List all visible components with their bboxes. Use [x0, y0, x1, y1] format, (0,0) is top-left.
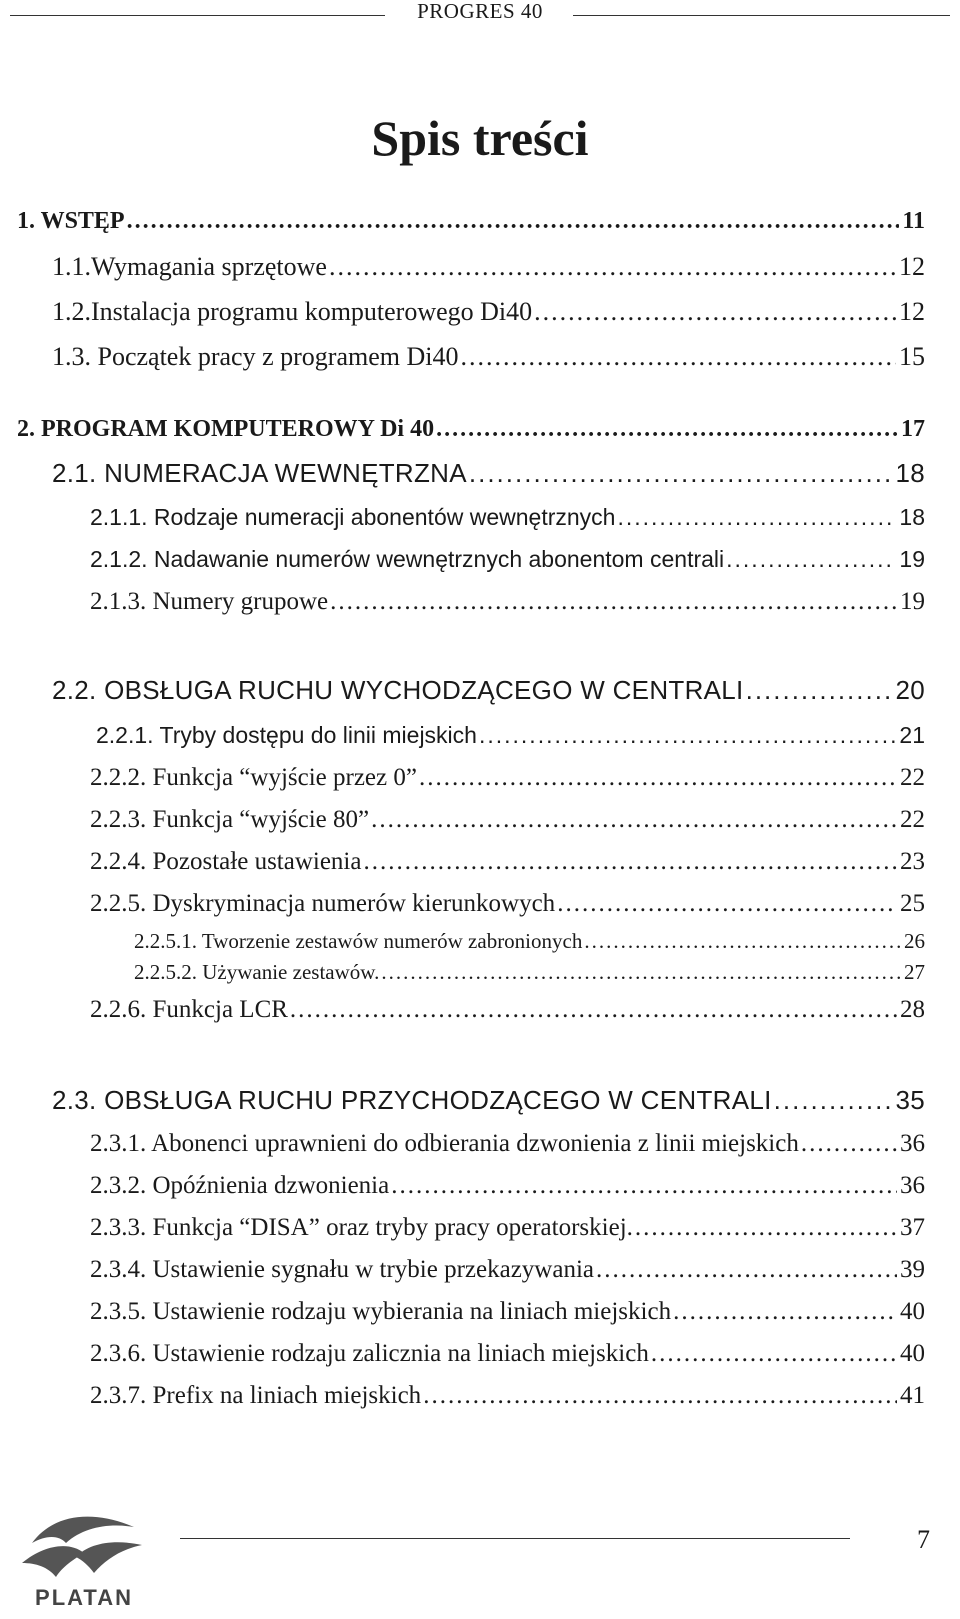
toc-entry-page: 18	[895, 458, 925, 488]
toc-entry-label: 2.1.3. Numery grupowe	[90, 588, 329, 615]
toc-leader-dots	[371, 806, 897, 834]
toc-entry-page: 22	[900, 806, 925, 833]
toc-leader-dots	[557, 890, 897, 918]
toc-leader-dots	[391, 1172, 897, 1200]
toc-leader-dots	[801, 1130, 897, 1158]
toc-entry	[90, 1214, 925, 1242]
toc-entry-label: 2.3.4. Ustawienie sygnału w trybie przekazywania	[90, 1256, 595, 1283]
toc-leader-dots	[746, 675, 893, 706]
toc-entry	[90, 1382, 925, 1410]
toc-entry-label: 2.2.3. Funkcja “wyjście 80”	[90, 806, 370, 833]
toc-entry-page: 36	[900, 1172, 925, 1199]
toc-leader-dots	[423, 1382, 897, 1410]
toc-entry-label: 2.3.7. Prefix na liniach miejskich	[90, 1382, 422, 1409]
toc-leader-dots	[635, 1214, 897, 1242]
toc-leader-dots	[290, 996, 897, 1024]
page-title: Spis treści	[371, 110, 589, 166]
page-header	[0, 0, 960, 28]
toc-entry-label: 2.2. OBSŁUGA RUCHU WYCHODZĄCEGO W CENTRALI	[52, 675, 744, 705]
toc-leader-dots	[363, 848, 897, 876]
toc-entry-page: 12	[899, 297, 925, 326]
toc-entry	[90, 890, 925, 918]
toc-leader-dots	[651, 1340, 897, 1368]
toc-entry-page: 21	[899, 722, 925, 748]
toc-leader-dots	[127, 208, 900, 235]
toc-leader-dots	[460, 342, 896, 372]
toc-entry	[52, 297, 925, 327]
toc-entry-page: 40	[900, 1340, 925, 1367]
toc-leader-dots	[774, 1085, 893, 1116]
toc-leader-dots	[330, 588, 897, 616]
platan-logo	[14, 1505, 154, 1610]
toc-entry-label: 2. PROGRAM KOMPUTEROWY Di 40	[17, 416, 435, 442]
toc-entry-page: 15	[899, 342, 925, 371]
toc-entry	[90, 1256, 925, 1284]
toc-entry-label: 2.3.6. Ustawienie rodzaju zalicznia na liniach miejskich	[90, 1340, 649, 1367]
toc-entry-label: 2.3.5. Ustawienie rodzaju wybierania na liniach miejskich	[90, 1298, 672, 1325]
running-title: PROGRES 40	[417, 0, 543, 23]
toc-entry-label: 2.1.2. Nadawanie numerów wewnętrznych abonentom centrali	[90, 546, 725, 572]
toc-entry	[52, 342, 925, 372]
toc-entry	[90, 806, 925, 834]
toc-leader-dots	[596, 1256, 897, 1284]
toc-entry	[90, 1298, 925, 1326]
toc-entry-page: 19	[900, 588, 925, 615]
footer-rule	[180, 1538, 850, 1539]
toc-entry	[52, 1085, 925, 1116]
toc-entry-label: 2.3. OBSŁUGA RUCHU PRZYCHODZĄCEGO W CENTRALI	[52, 1085, 772, 1115]
toc-entry-label: 1.2.Instalacja programu komputerowego Di40	[52, 297, 533, 326]
toc-entry-label: 2.2.4. Pozostałe ustawienia	[90, 848, 362, 875]
toc-leader-dots	[584, 929, 901, 954]
toc-entry-page: 12	[899, 252, 925, 281]
toc-entry	[52, 675, 925, 706]
header-rule-right	[573, 15, 950, 16]
toc-entry-page: 22	[900, 764, 925, 791]
toc-entry	[90, 848, 925, 876]
toc-leader-dots	[329, 252, 896, 282]
toc-entry-label: 2.2.2. Funkcja “wyjście przez 0”	[90, 764, 417, 791]
toc-entry-page: 41	[900, 1382, 925, 1409]
toc-entry-label: 2.3.1. Abonenci uprawnieni do odbierania dzwonienia z linii miejskich	[90, 1130, 799, 1157]
toc-entry-page: 17	[901, 416, 925, 442]
toc-entry	[90, 588, 925, 616]
toc-entry-page: 19	[899, 546, 925, 572]
toc-leader-dots	[726, 546, 896, 573]
toc-entry-label: 2.2.5. Dyskryminacja numerów kierunkowych	[90, 890, 556, 917]
toc-entry-label: 2.2.5.1. Tworzenie zestawów numerów zabronionych	[134, 929, 583, 953]
toc-leader-dots	[479, 722, 896, 749]
toc-entry	[90, 1340, 925, 1368]
toc-entry	[96, 722, 925, 749]
toc-entry-page: 35	[895, 1085, 925, 1115]
toc-leader-dots	[534, 297, 896, 327]
toc-leader-dots	[617, 504, 896, 531]
toc-entry	[90, 504, 925, 531]
toc-entry-label: 2.2.6. Funkcja LCR	[90, 996, 288, 1023]
toc-entry-label: 2.1.1. Rodzaje numeracji abonentów wewnętrznych	[90, 504, 616, 530]
toc-entry	[90, 764, 925, 792]
toc-entry-label: 1. WSTĘP	[17, 208, 125, 234]
toc-entry-label: 2.3.3. Funkcja “DISA” oraz tryby pracy operatorskiej.	[90, 1214, 633, 1241]
toc-entry-page: 26	[904, 929, 925, 953]
platan-logo-text: PLATAN	[35, 1585, 133, 1610]
toc-leader-dots	[469, 458, 893, 489]
toc-entry-label: 1.3. Początek pracy z programem Di40	[52, 342, 459, 371]
toc-entry-label: 2.1. NUMERACJA WEWNĘTRZNA	[52, 458, 467, 488]
toc-entry-page: 36	[900, 1130, 925, 1157]
toc-entry	[90, 546, 925, 573]
toc-entry-page: 20	[895, 675, 925, 705]
toc-entry	[52, 458, 925, 489]
toc-entry-label: 2.2.1. Tryby dostępu do linii miejskich	[96, 722, 477, 748]
toc-entry	[134, 929, 925, 954]
toc-entry-page: 27	[904, 960, 925, 984]
platan-logo-graphic	[14, 1505, 154, 1610]
page-number: 7	[917, 1525, 930, 1554]
toc-leader-dots	[419, 764, 897, 792]
toc-entry-page: 40	[900, 1298, 925, 1325]
toc-leader-dots	[381, 960, 901, 985]
toc-entry-page: 18	[899, 504, 925, 530]
toc-entry-page: 39	[900, 1256, 925, 1283]
toc-entry-page: 23	[900, 848, 925, 875]
toc-entry	[17, 208, 925, 235]
toc-entry-page: 25	[900, 890, 925, 917]
toc-entry	[52, 252, 925, 282]
toc-entry-page: 28	[900, 996, 925, 1023]
toc-entry-label: 1.1.Wymagania sprzętowe	[52, 252, 327, 281]
toc-entry-page: 11	[902, 208, 925, 234]
toc-entry	[134, 960, 925, 985]
toc-leader-dots	[673, 1298, 897, 1326]
toc-entry	[90, 996, 925, 1024]
toc-entry-label: 2.2.5.2. Używanie zestawów.	[134, 960, 380, 984]
toc-entry-label: 2.3.2. Opóźnienia dzwonienia	[90, 1172, 390, 1199]
toc-entry	[90, 1130, 925, 1158]
toc-entry-page: 37	[900, 1214, 925, 1241]
toc-leader-dots	[436, 416, 898, 443]
toc-entry	[17, 416, 925, 443]
toc-entry	[90, 1172, 925, 1200]
